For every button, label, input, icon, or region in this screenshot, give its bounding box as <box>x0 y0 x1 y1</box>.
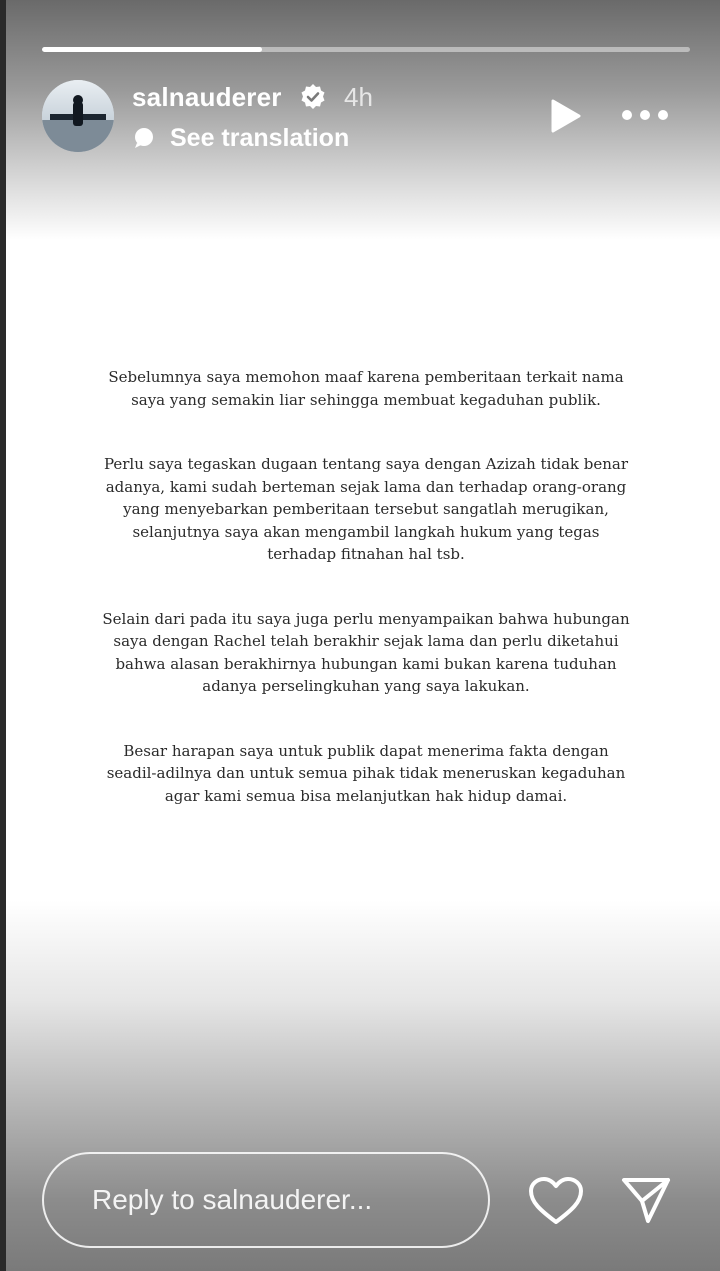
statement-paragraph: Sebelumnya saya memohon maaf karena pemberitaan terkait nama saya yang semakin liar sehingga membuat kegaduhan publik. <box>108 368 624 409</box>
more-horizontal-icon[interactable] <box>620 104 670 126</box>
avatar[interactable] <box>42 80 114 152</box>
story-statement <box>100 366 632 849</box>
verified-badge-icon <box>299 83 327 111</box>
reply-field-container[interactable] <box>42 1152 490 1248</box>
statement-paragraph: Besar harapan saya untuk publik dapat menerima fakta dengan seadil-adilnya dan untuk semua pihak tidak meneruskan kegaduhan agar kami semua bisa melanjutkan hak hidup damai. <box>106 741 626 805</box>
username[interactable]: salnauderer <box>132 82 282 112</box>
avatar-image <box>42 80 114 152</box>
play-icon[interactable] <box>548 98 582 134</box>
statement-paragraph: Perlu saya tegaskan dugaan tentang saya dengan Azizah tidak benar adanya, kami sudah berteman sejak lama dan terhadap orang-orang yang menyebarkan pemberitaan tersebut sangatlah merugikan, selanjutnya saya akan mengambil langkah hukum yang tegas terhadap fitnahan hal tsb. <box>103 455 629 563</box>
heart-icon[interactable] <box>528 1176 584 1226</box>
send-icon[interactable] <box>620 1174 672 1226</box>
statement-paragraph: Selain dari pada itu saya juga perlu menyampaikan bahwa hubungan saya dengan Rachel telah berakhir sejak lama dan perlu diketahui bahwa alasan berakhirnya hubungan kami bukan karena tuduhan adanya perselingkuhan yang saya lakukan. <box>102 609 630 695</box>
left-edge <box>0 0 6 1271</box>
post-time: 4h <box>344 82 373 112</box>
story-progress-fill <box>42 47 262 52</box>
see-translation-label: See translation <box>170 123 350 152</box>
speech-bubble-icon <box>132 126 156 150</box>
reply-input[interactable] <box>90 1183 488 1217</box>
see-translation-button[interactable] <box>132 122 349 154</box>
story-progress-bar <box>42 47 690 52</box>
